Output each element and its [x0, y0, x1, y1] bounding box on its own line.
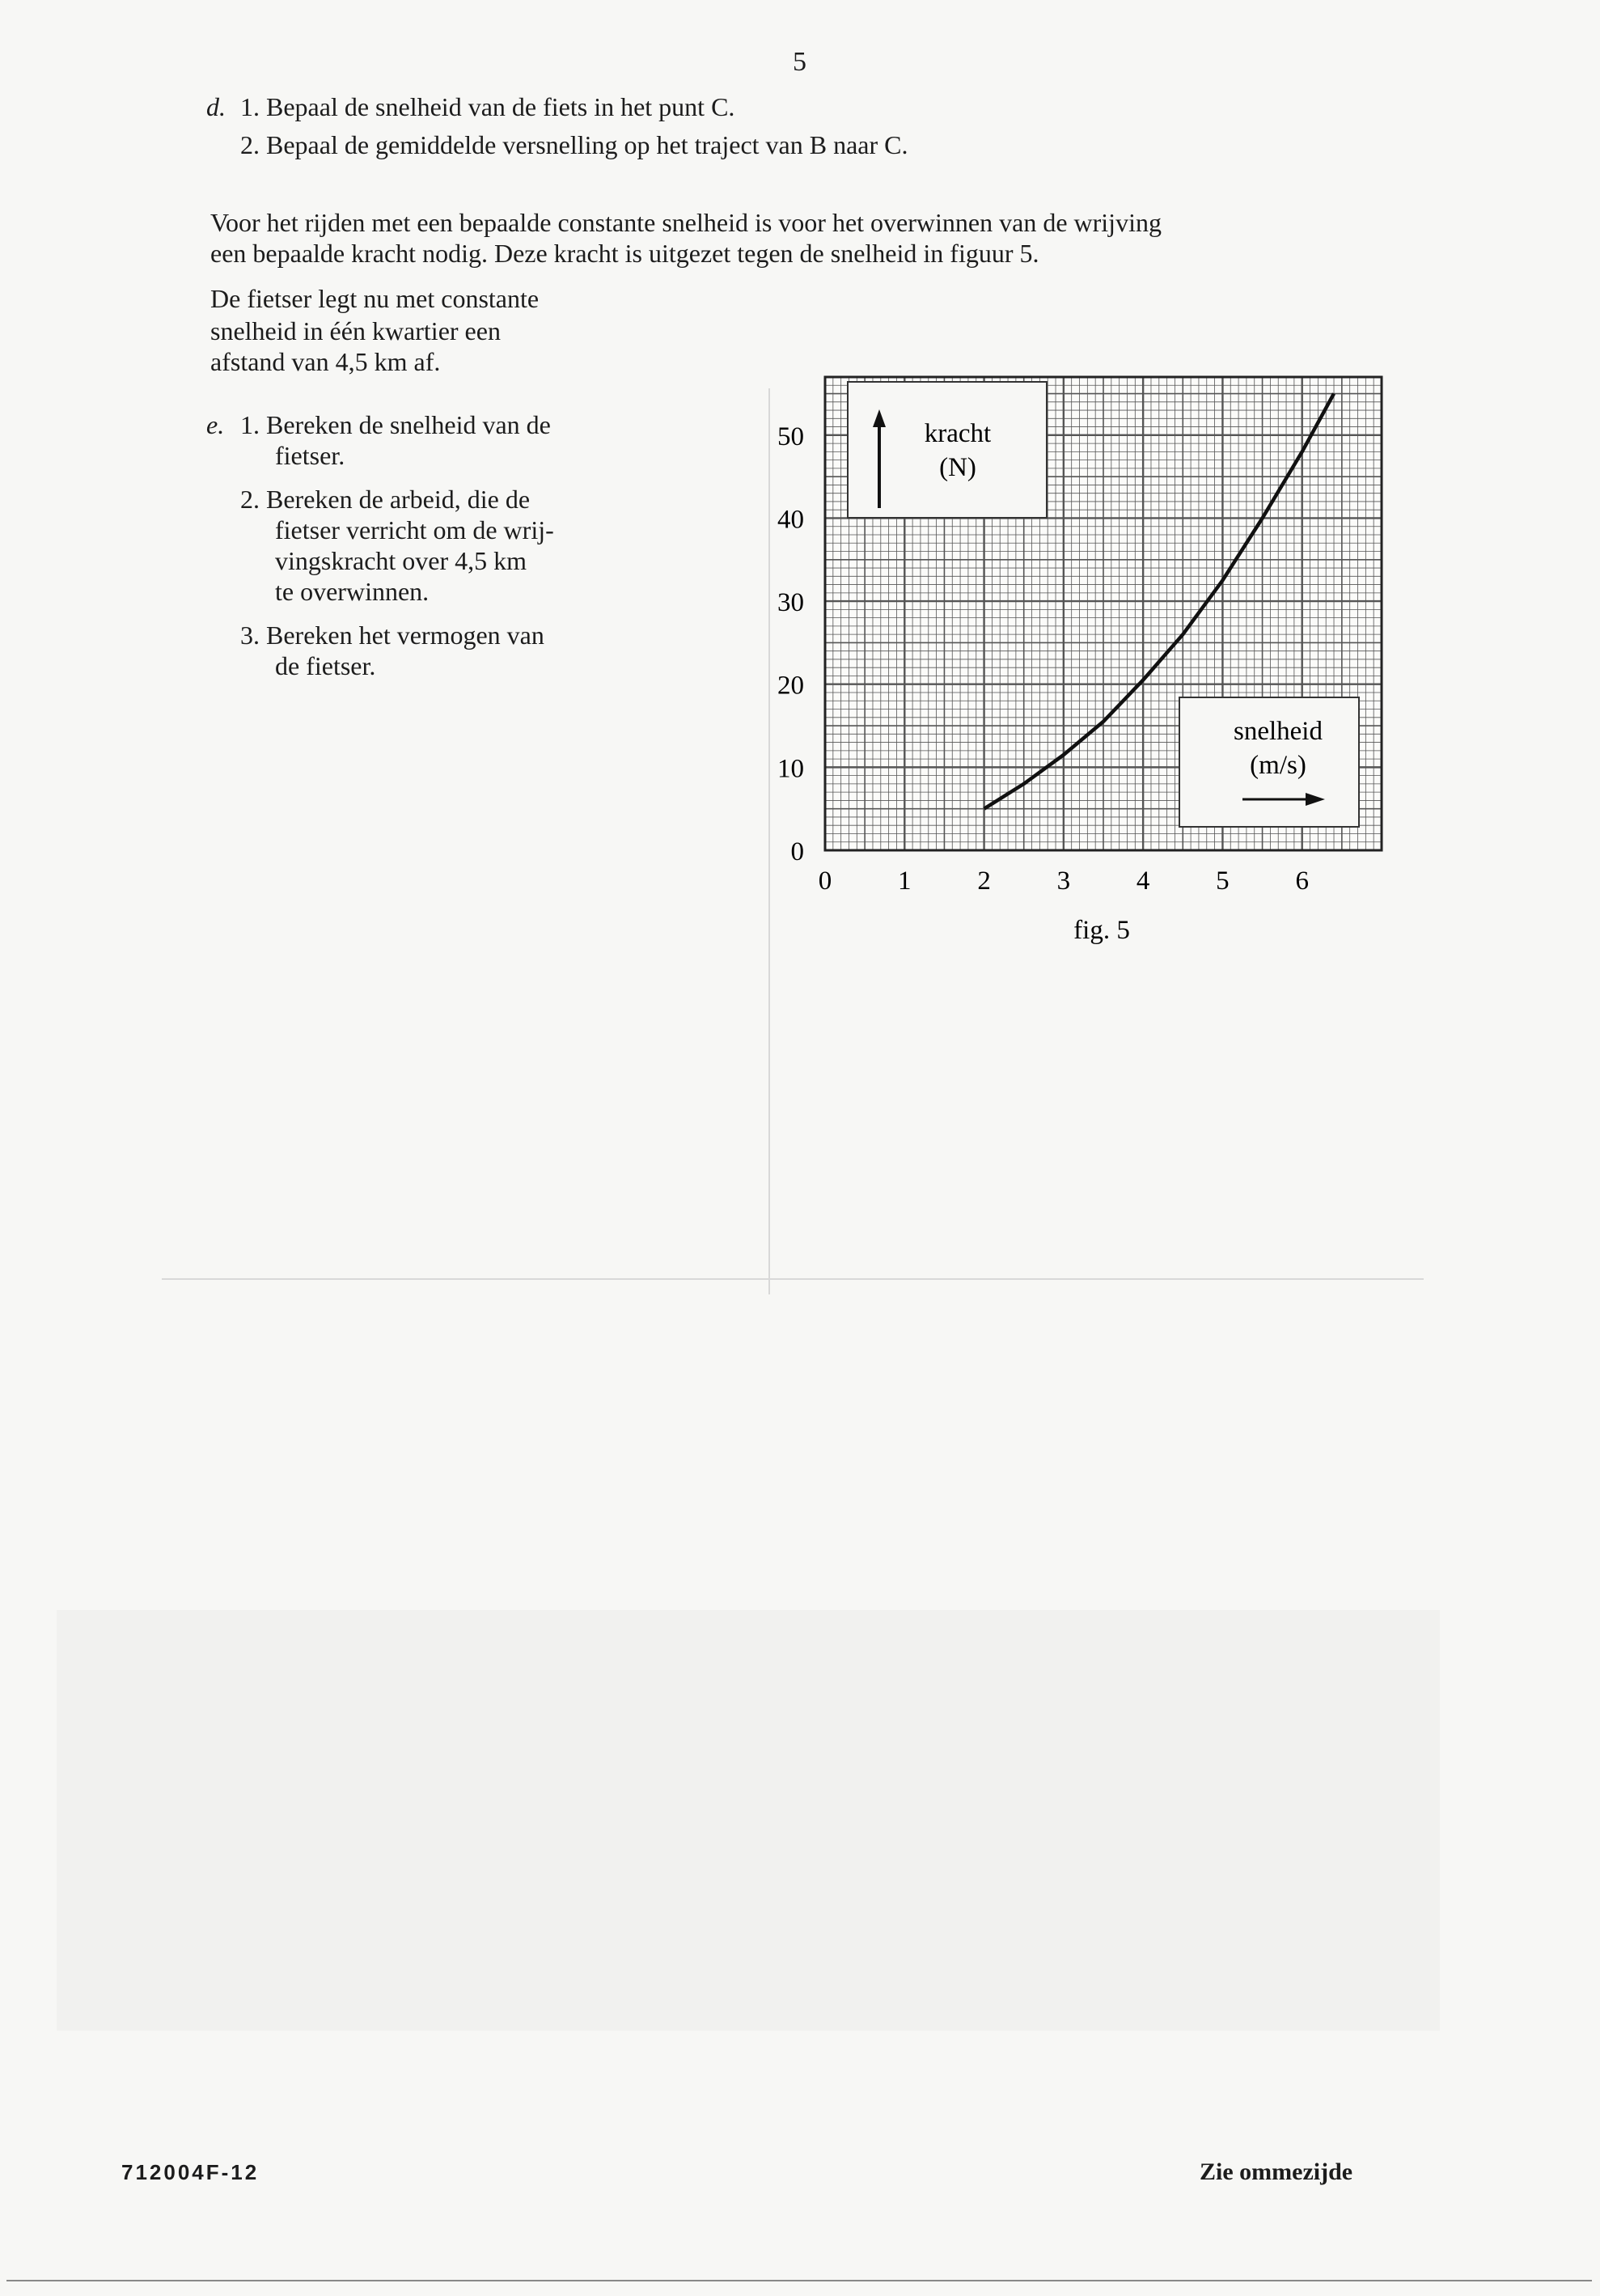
x-tick-label: 3 — [1056, 866, 1071, 896]
see-reverse-note: Zie ommezijde — [1200, 2158, 1353, 2185]
page-number: 5 — [793, 47, 806, 77]
x-tick-label: 2 — [977, 866, 991, 896]
page-bottom-edge — [6, 2280, 1592, 2281]
show-through-line — [162, 1278, 1424, 1280]
y-tick-label: 30 — [777, 588, 804, 618]
question-d-item-1: 1. Bepaal de snelheid van de fiets in het punt C. — [240, 92, 735, 121]
y-axis-label-line-1: kracht — [924, 419, 992, 448]
question-e-item-3-line-1: 3. Bereken het vermogen van — [240, 621, 544, 650]
x-tick-label: 1 — [898, 866, 912, 896]
question-e-item-2-line-1: 2. Bereken de arbeid, die de — [240, 485, 531, 514]
y-tick-label: 40 — [777, 505, 804, 535]
y-tick-label: 20 — [777, 671, 804, 701]
question-d-label: d. — [206, 92, 226, 121]
question-e-item-1-line-1: 1. Bereken de snelheid van de — [240, 410, 551, 439]
y-tick-label: 10 — [777, 754, 804, 784]
question-e-item-2-line-3: vingskracht over 4,5 km — [275, 546, 527, 575]
x-tick-label: 0 — [818, 866, 832, 896]
y-axis-label-box — [848, 382, 1047, 518]
x-tick-label: 6 — [1295, 866, 1309, 896]
question-e-item-2-line-2: fietser verricht om de wrij- — [275, 515, 554, 544]
question-e-item-3-line-2: de fietser. — [275, 651, 376, 680]
question-d-item-2: 2. Bepaal de gemiddelde versnelling op het traject van B naar C. — [240, 130, 908, 159]
question-e-item-1-line-2: fietser. — [275, 441, 345, 470]
intro-line-4: snelheid in één kwartier een — [210, 316, 501, 345]
y-tick-label: 0 — [790, 837, 804, 866]
figure-caption: fig. 5 — [1073, 916, 1130, 945]
exam-code: 712004F-12 — [121, 2160, 260, 2184]
x-tick-label: 5 — [1216, 866, 1230, 896]
question-e-item-2-line-4: te overwinnen. — [275, 577, 430, 606]
y-tick-label: 50 — [777, 421, 804, 451]
x-axis-label-line-2: (m/s) — [1250, 751, 1306, 780]
intro-line-1: Voor het rijden met een bepaalde constante snelheid is voor het overwinnen van de wrijving — [210, 208, 1162, 237]
question-e-label: e. — [206, 410, 225, 439]
show-through-block — [57, 1610, 1440, 2031]
figure-5-chart — [0, 0, 1600, 987]
intro-line-2: een bepaalde kracht nodig. Deze kracht is uitgezet tegen de snelheid in figuur 5. — [210, 239, 1039, 268]
x-axis-label-line-1: snelheid — [1234, 717, 1323, 746]
intro-line-5: afstand van 4,5 km af. — [210, 347, 441, 376]
y-axis-label-line-2: (N) — [939, 453, 976, 482]
intro-line-3: De fietser legt nu met constante — [210, 284, 540, 313]
x-tick-label: 4 — [1136, 866, 1150, 896]
